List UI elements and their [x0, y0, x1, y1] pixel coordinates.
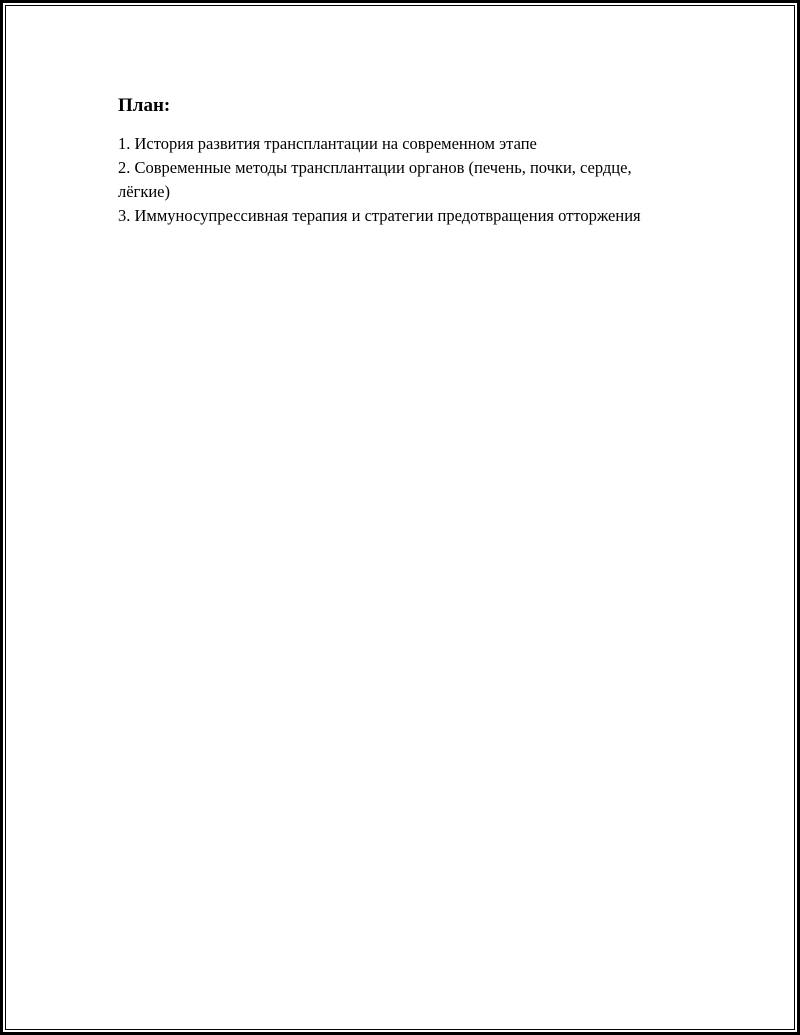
plan-title: План: — [118, 95, 171, 116]
plan-section — [118, 94, 658, 228]
plan-item: 2. Современные методы трансплантации органов (печень, почки, сердце, лёгкие) — [118, 158, 632, 201]
plan-list — [118, 132, 658, 228]
plan-item: 1. История развития трансплантации на современном этапе — [118, 134, 537, 153]
plan-item: 3. Иммуносупрессивная терапия и стратегии предотвращения отторжения — [118, 206, 641, 225]
